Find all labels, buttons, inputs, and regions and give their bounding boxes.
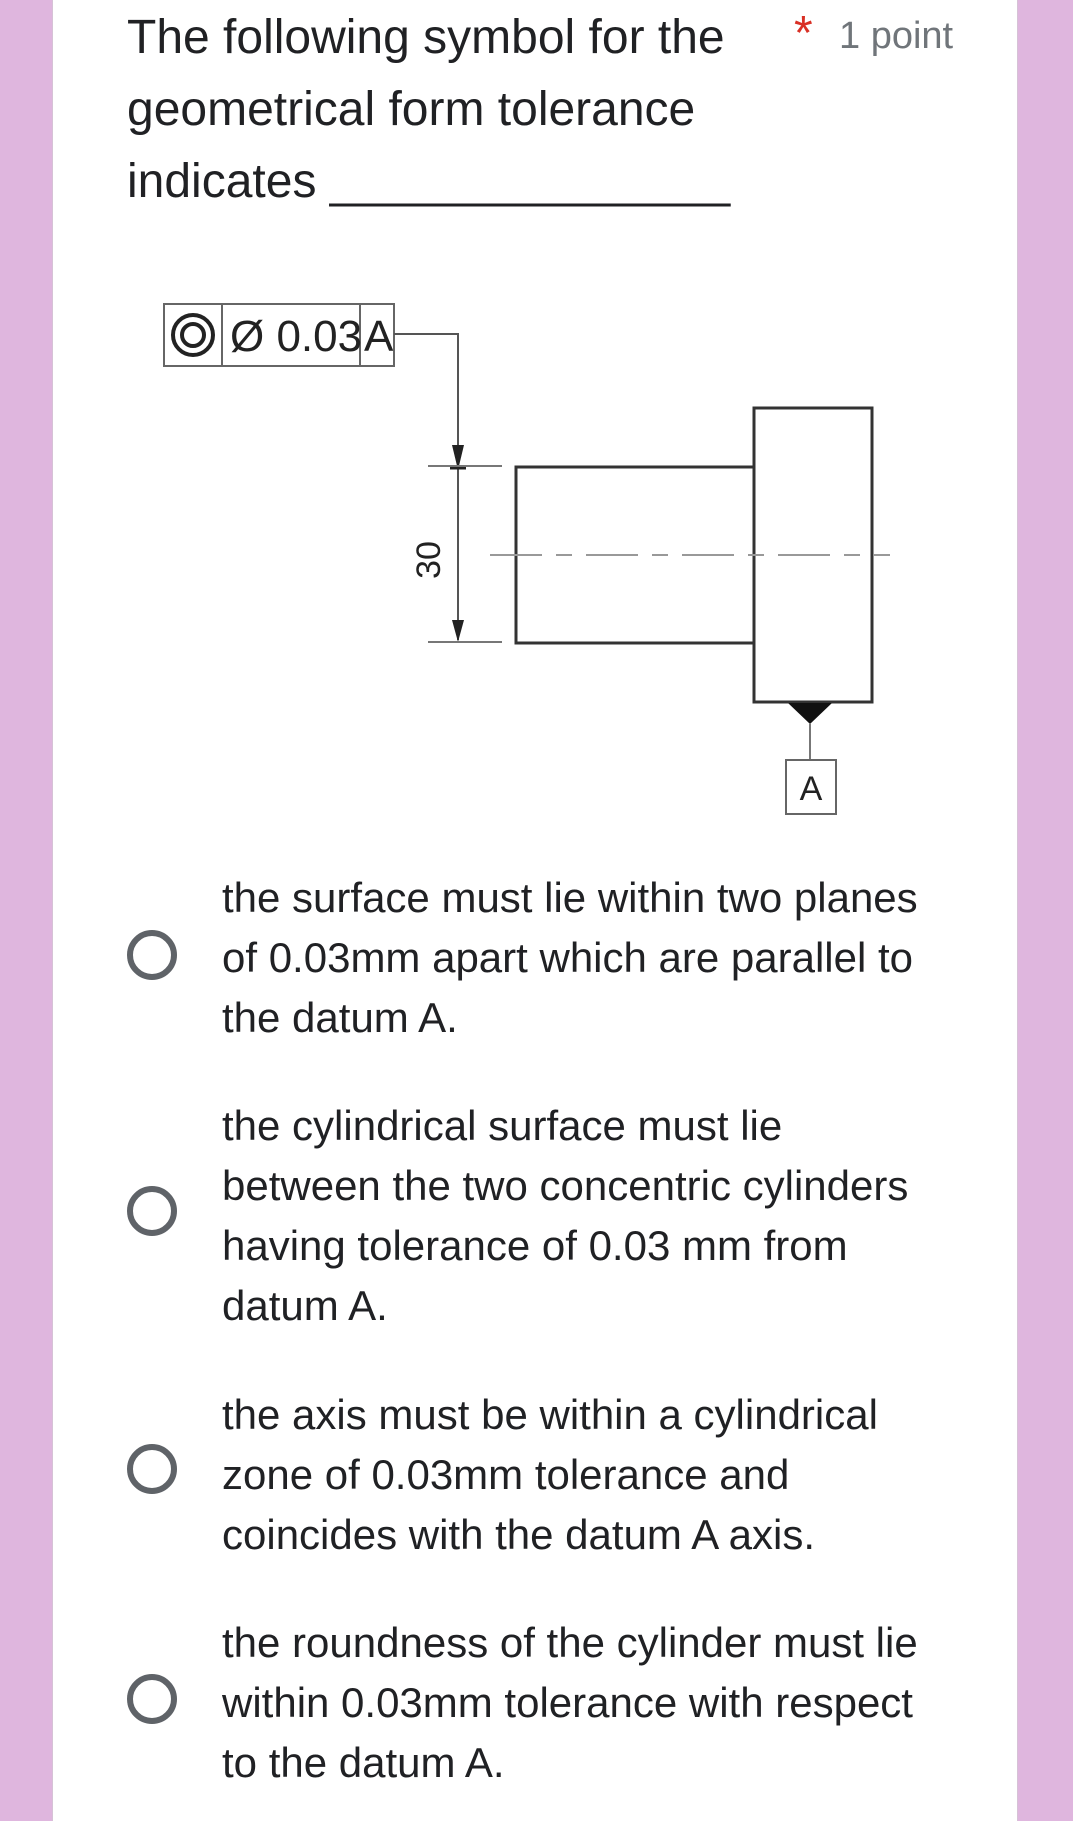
tolerance-value: Ø 0.03 — [230, 312, 363, 361]
option-label: the cylindrical surface must lie between the two concentric cylinders having tolerance of 0.03 mm from datum A. — [222, 1102, 909, 1329]
diagram-svg — [150, 280, 910, 840]
option-label: the axis must be within a cylindrical zone of 0.03mm tolerance and coincides with the datum A axis. — [222, 1391, 878, 1558]
question-text: The following symbol for the geometrical form tolerance indicates _______________ — [127, 11, 731, 208]
dimension-value: 30 — [410, 541, 448, 579]
datum-triangle — [788, 703, 832, 724]
radio-button[interactable] — [127, 930, 177, 980]
option-2[interactable] — [120, 1096, 940, 1346]
datum-reference: A — [364, 312, 394, 361]
radio-button[interactable] — [127, 1674, 177, 1724]
option-label: the surface must lie within two planes of 0.03mm apart which are parallel to the datum A. — [222, 874, 918, 1041]
tolerance-diagram — [150, 280, 910, 840]
arrow-bottom — [452, 620, 464, 642]
radio-button[interactable] — [127, 1444, 177, 1494]
option-label: the roundness of the cylinder must lie within 0.03mm tolerance with respect to the datum A. — [222, 1619, 918, 1786]
leader-line — [394, 334, 458, 640]
concentricity-outer-icon — [173, 315, 213, 355]
points-label: 1 point — [839, 15, 954, 57]
option-4[interactable] — [120, 1613, 940, 1803]
option-1[interactable] — [120, 868, 940, 1058]
concentricity-inner-icon — [182, 324, 204, 346]
radio-button[interactable] — [127, 1186, 177, 1236]
option-3[interactable] — [120, 1385, 940, 1575]
required-asterisk: * — [794, 7, 813, 60]
datum-label: A — [799, 770, 823, 808]
